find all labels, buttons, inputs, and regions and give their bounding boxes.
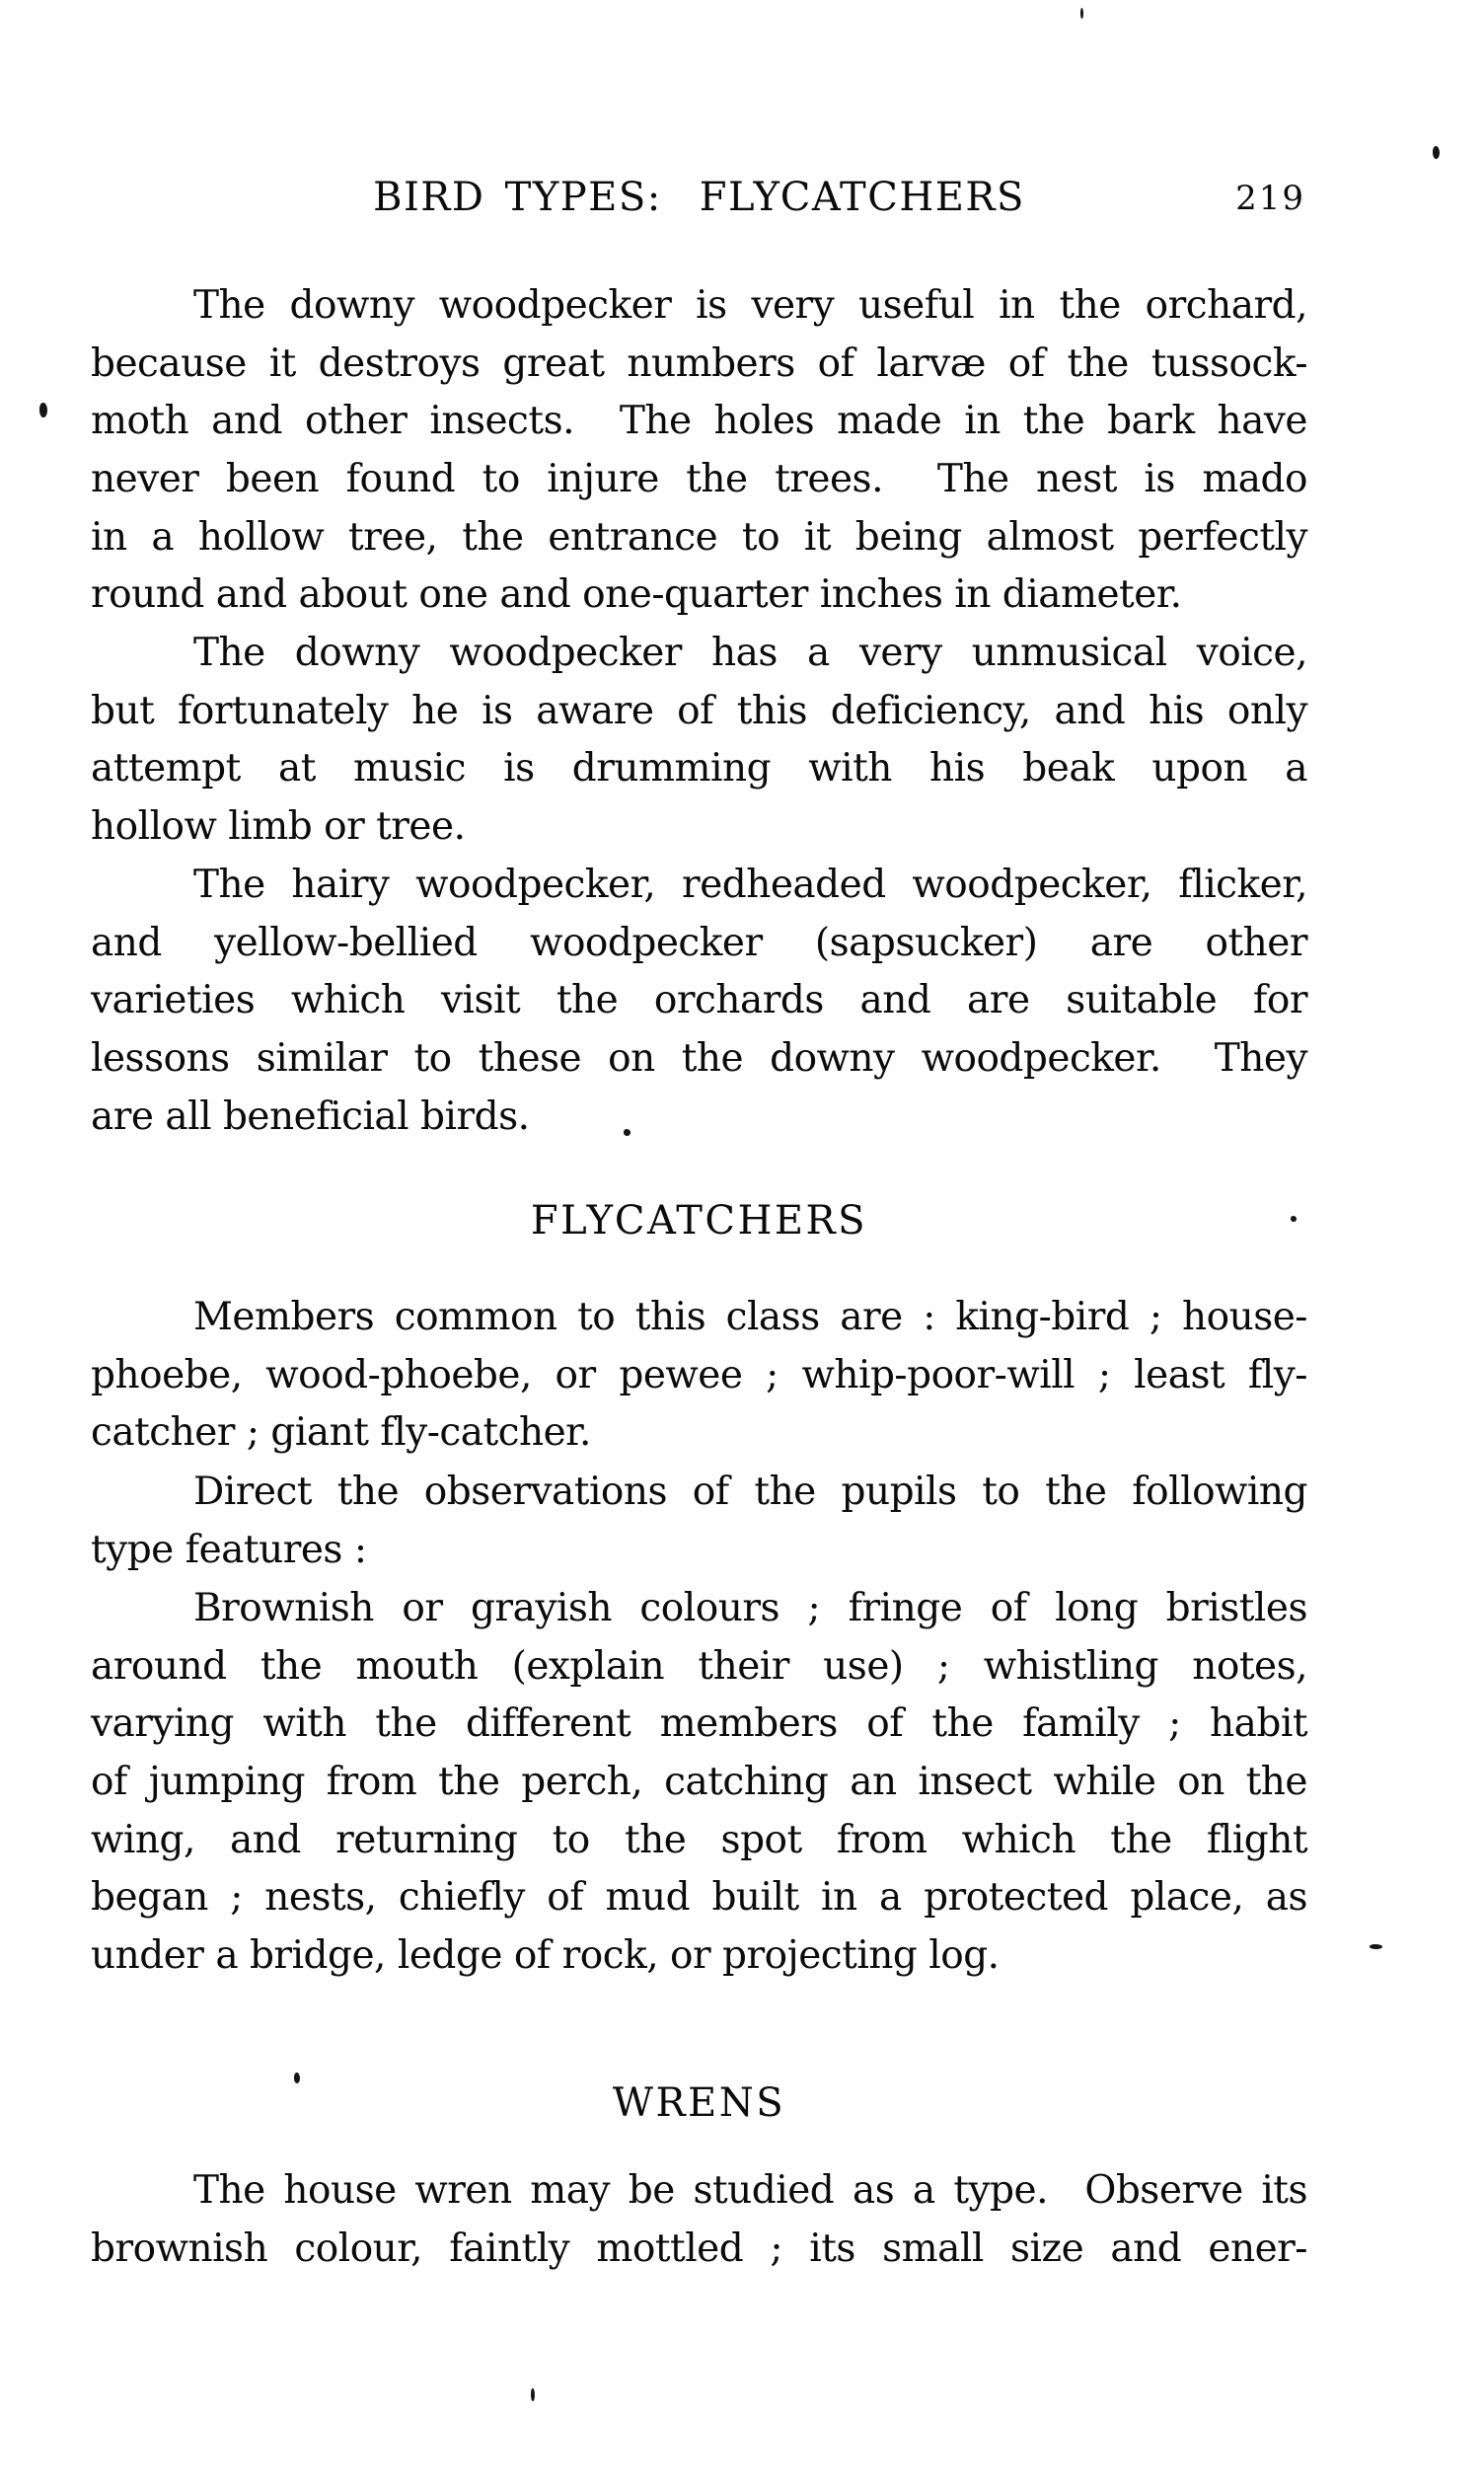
paragraph-line: round and about one and one-quarter inches in diameter. [91, 572, 1182, 618]
paragraph-line: The downy woodpecker is very useful in the orchard, [193, 283, 1307, 328]
paragraph-line: brownish colour, faintly mottled ; its small size and ener- [91, 2225, 1307, 2271]
paragraph-line: around the mouth (explain their use) ; whistling notes, [91, 1643, 1307, 1689]
scan-artifact [39, 403, 47, 417]
paragraph-line: The downy woodpecker has a very unmusical voice, [193, 631, 1307, 675]
page-number: 219 [1235, 179, 1305, 218]
scan-artifact [1291, 1216, 1297, 1222]
paragraph-line: type features : [91, 1527, 367, 1572]
paragraph-line: because it destroys great numbers of larvæ of the tussock- [91, 340, 1307, 386]
paragraph-line: catcher ; giant fly-catcher. [91, 1410, 591, 1456]
paragraph-house-wren [91, 2162, 1307, 2278]
heading-wrens: WRENS [612, 2080, 786, 2126]
paragraph-line: never been found to injure the trees. The nest is mado [91, 457, 1307, 502]
paragraph-direct-observations [91, 1464, 1307, 1579]
paragraph-line: in a hollow tree, the entrance to it being almost perfectly [91, 514, 1307, 560]
scan-artifact [531, 2388, 535, 2401]
paragraph-line: wing, and returning to the spot from which the flight [91, 1817, 1307, 1862]
paragraph-line: Members common to this class are : king-bird ; house- [193, 1295, 1307, 1339]
paragraph-line: hollow limb or tree. [91, 804, 466, 850]
paragraph-line: lessons similar to these on the downy woodpecker. They [91, 1036, 1307, 1082]
paragraph-line: and yellow-bellied woodpecker (sapsucker) are other [91, 920, 1307, 965]
paragraph-line: varieties which visit the orchards and are suitable for [91, 978, 1307, 1023]
paragraph-line: phoebe, wood-phoebe, or pewee ; whip-poor-will ; least fly- [91, 1352, 1307, 1397]
paragraph-line: The house wren may be studied as a type. Observe its [193, 2168, 1307, 2213]
paragraph-line: are all beneficial birds. [91, 1094, 530, 1139]
header-chapter-title: FLYCATCHERS [699, 175, 1025, 220]
paragraph-line: of jumping from the perch, catching an insect while on the [91, 1760, 1307, 1805]
scan-artifact [1370, 1944, 1382, 1949]
paragraph-other-woodpecker-varieties [91, 857, 1307, 1146]
scan-artifact [1433, 146, 1440, 159]
scan-artifact [1080, 8, 1083, 19]
paragraph-line: under a bridge, ledge of rock, or projecting log. [91, 1933, 1000, 1979]
scan-artifact [624, 1129, 631, 1136]
scan-artifact [294, 2073, 300, 2083]
paragraph-line: The hairy woodpecker, redheaded woodpecker, flicker, [193, 863, 1307, 907]
paragraph-line: varying with the different members of the family ; habit [91, 1701, 1307, 1747]
paragraph-flycatcher-members [91, 1289, 1307, 1463]
text-column [91, 0, 1307, 2489]
paragraph-line: began ; nests, chiefly of mud built in a protected place, as [91, 1875, 1307, 1921]
paragraph-flycatcher-type-features [91, 1580, 1307, 1986]
paragraph-line: Direct the observations of the pupils to the following [193, 1470, 1307, 1514]
paragraph-line: moth and other insects. The holes made in the bark have [91, 399, 1307, 444]
paragraph-downy-woodpecker-voice [91, 625, 1307, 857]
paragraph-downy-woodpecker-usefulness [91, 277, 1307, 625]
header-section-title: BIRD TYPES: [373, 175, 662, 220]
paragraph-line: attempt at music is drumming with his beak upon a [91, 746, 1307, 792]
heading-flycatchers: FLYCATCHERS [530, 1198, 868, 1244]
paragraph-line: Brownish or grayish colours ; fringe of long bristles [193, 1586, 1307, 1630]
paragraph-line: but fortunately he is aware of this deficiency, and his only [91, 688, 1307, 733]
